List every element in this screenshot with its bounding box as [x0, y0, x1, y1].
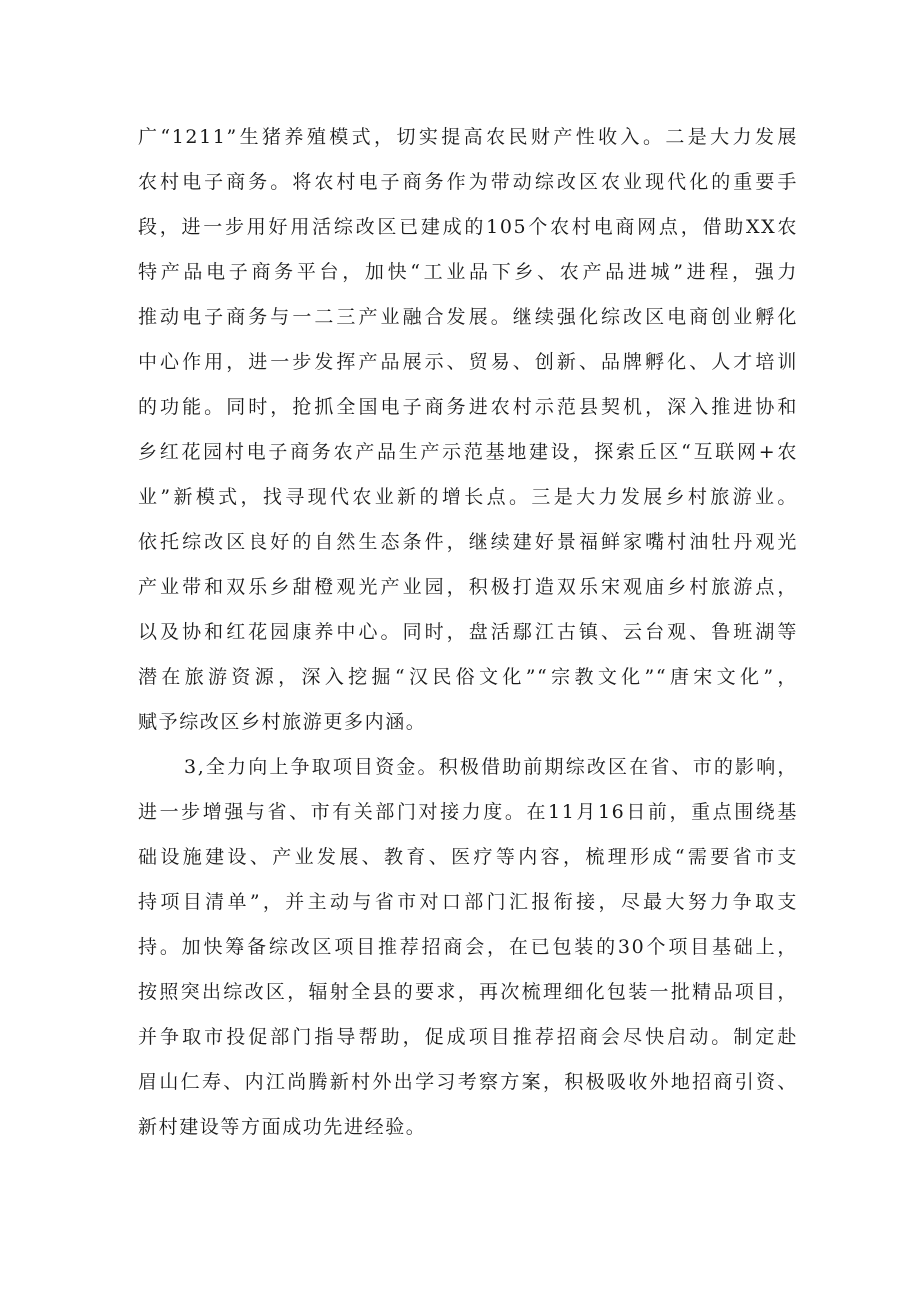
- text-line: 乡红花园村电子商务农产品生产示范基地建设，探索丘区“互联网+农: [138, 441, 798, 463]
- text-line: 础设施建设、产业发展、教育、医疗等内容，梳理形成“需要省市支: [138, 846, 798, 868]
- text-line: 并争取市投促部门指导帮助，促成项目推荐招商会尽快启动。制定赴: [138, 1026, 798, 1048]
- text-line: 产业带和双乐乡甜橙观光产业园，积极打造双乐宋观庙乡村旅游点，: [138, 576, 798, 598]
- text-line: 持。加快筹备综改区项目推荐招商会，在已包装的30个项目基础上，: [138, 936, 798, 958]
- text-line: 中心作用，进一步发挥产品展示、贸易、创新、品牌孵化、人才培训: [138, 351, 798, 373]
- text-line: 业”新模式，找寻现代农业新的增长点。三是大力发展乡村旅游业。: [138, 486, 798, 508]
- text-line: 依托综改区良好的自然生态条件，继续建好景福鲜家嘴村油牡丹观光: [138, 531, 798, 553]
- text-line: 新村建设等方面成功先进经验。: [138, 1116, 427, 1138]
- text-line: 推动电子商务与一二三产业融合发展。继续强化综改区电商创业孵化: [138, 306, 798, 328]
- text-line: 按照突出综改区，辐射全县的要求，再次梳理细化包装一批精品项目，: [138, 981, 798, 1003]
- text-line: 特产品电子商务平台，加快“工业品下乡、农产品进城”进程，强力: [138, 261, 798, 283]
- text-line: 持项目清单”，并主动与省市对口部门汇报衔接，尽最大努力争取支: [138, 891, 798, 913]
- text-line: 进一步增强与省、市有关部门对接力度。在11月16日前，重点围绕基: [138, 801, 798, 823]
- text-line: 农村电子商务。将农村电子商务作为带动综改区农业现代化的重要手: [138, 171, 798, 193]
- text-line: 眉山仁寿、内江尚腾新村外出学习考察方案，积极吸收外地招商引资、: [138, 1071, 798, 1093]
- text-line: 的功能。同时，抢抓全国电子商务进农村示范县契机，深入推进协和: [138, 396, 798, 418]
- text-line: 广“1211”生猪养殖模式，切实提高农民财产性收入。二是大力发展: [138, 126, 798, 148]
- text-line: 以及协和红花园康养中心。同时，盘活鄢江古镇、云台观、鲁班湖等: [138, 621, 798, 643]
- text-line: 潜在旅游资源，深入挖掘“汉民俗文化”“宗教文化”“唐宋文化”，: [138, 666, 798, 688]
- text-line: 段，进一步用好用活综改区已建成的105个农村电商网点，借助XX农: [138, 216, 798, 238]
- text-line: 3,全力向上争取项目资金。积极借助前期综改区在省、市的影响，: [184, 756, 798, 778]
- text-line: 赋予综改区乡村旅游更多内涵。: [138, 711, 427, 733]
